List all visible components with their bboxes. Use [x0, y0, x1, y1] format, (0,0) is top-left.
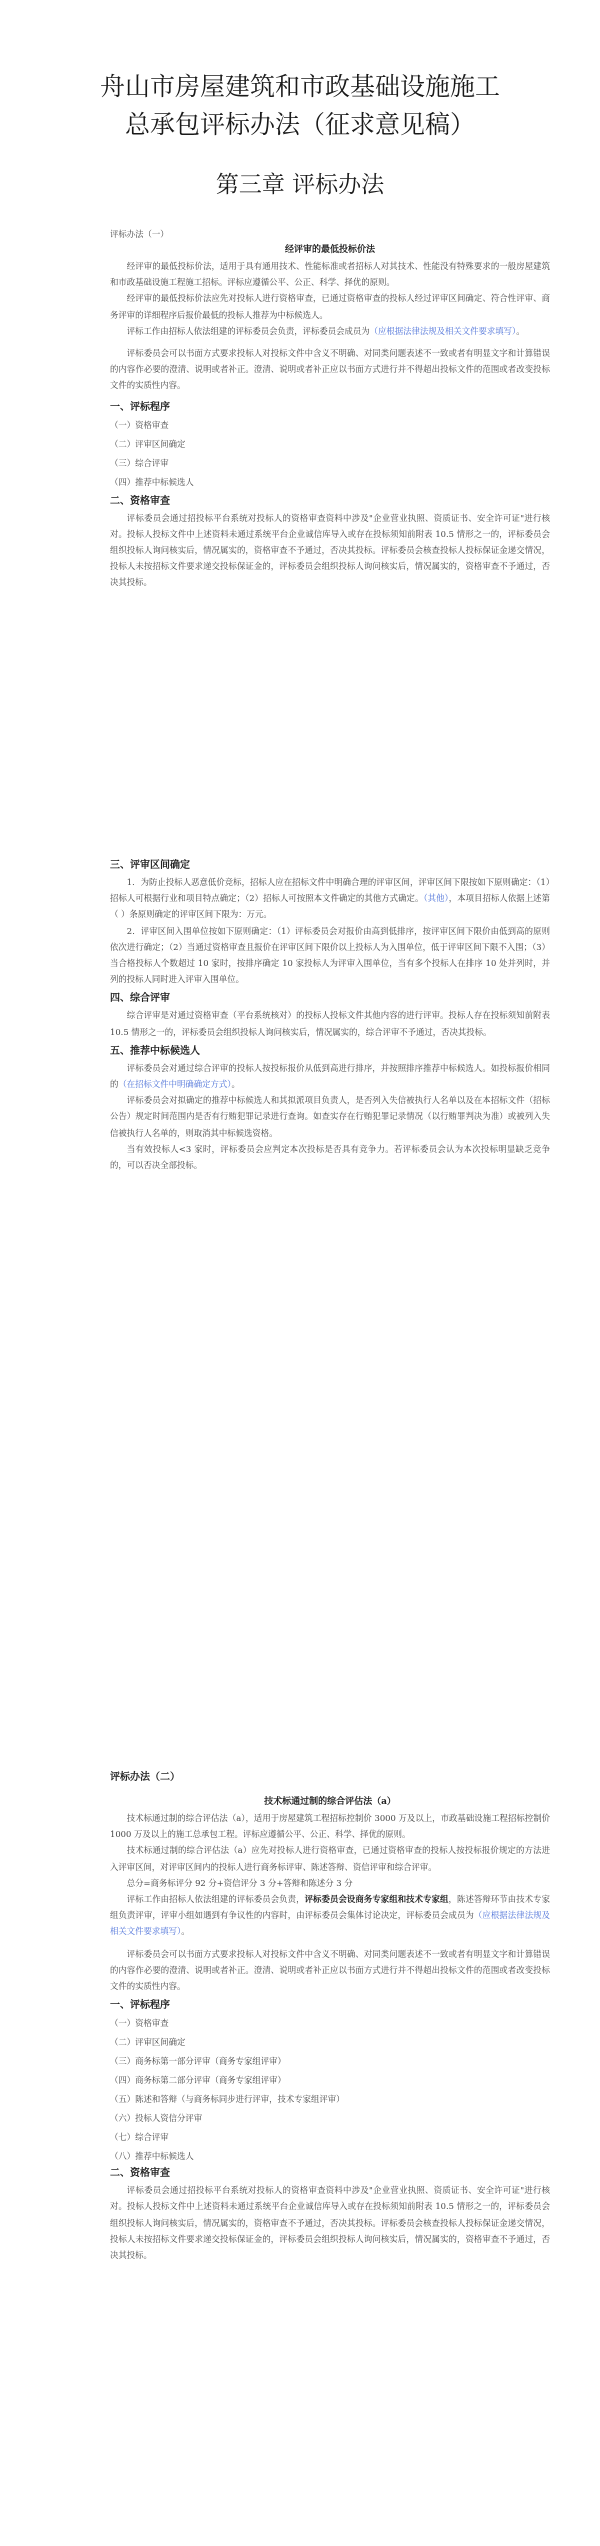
step-item: （七）综合评审 — [110, 2132, 169, 2143]
paragraph: 评标委员会通过招投标平台系统对投标人的资格审查资料中涉及"企业营业执照、资质证书、安全许可证"进行核对。投标人投标文件中上述资料未通过系统平台企业诚信库导入或存在投标须知前附表 10.5 情形之一的，评标委员会组织投标人询问核实后，情况属实的，资格审查不予通过，否决其投标。评标委员会核查投标人投标保证金递交情况，投标人未按招标文件要求递交投标保证金的，评标委员会组织投标人询问核实后，情况属实的，资格审查不予通过，否决其投标。 — [110, 512, 550, 588]
step-item: （八）推荐中标候选人 — [110, 2151, 194, 2162]
section-label: 评标办法（一） — [110, 229, 169, 239]
step-item: （六）投标人资信分评审 — [110, 2113, 203, 2124]
fill-in-note: （应根据法律法规及相关文件要求填写） — [110, 1910, 551, 1937]
fill-in-note: （应根据法律法规及相关文件要求填写） — [369, 325, 517, 336]
heading-range: 三、评审区间确定 — [110, 860, 190, 871]
paragraph: 综合评审是对通过资格审查（平台系统核对）的投标人投标文件其他内容的进行评审。投标人存在投标须知前附表 10.5 情形之一的，评标委员会组织投标人询问核实后，情况属实的，综合评审不予通过，否决其投标。 — [110, 1010, 550, 1037]
step-item: （二）评审区间确定 — [110, 438, 186, 449]
paragraph: 2．评审区间入围单位按如下原则确定：（1）评标委员会对报价由高到低排序，按评审区间下限价由低到高的原则依次进行确定；（2）当通过资格审查且报价在评审区间下限价以上投标人为入围单位，低于评审区间下限不入围；（3）当合格投标人个数超过 10 家时，按排序确定 10 家投标人为评审入围单位，当有多个投标人在排序 10 处并列时，并列的投标人同时进入评审入围单位。 — [110, 925, 550, 985]
document-title: 舟山市房屋建筑和市政基础设施施工总承包评标办法（征求意见稿） — [99, 72, 500, 139]
step-item: （二）评审区间确定 — [110, 2037, 186, 2048]
paragraph: 1．为防止投标人恶意低价竞标，招标人应在招标文件中明确合理的评审区间，评审区间下限按如下原则确定：（1）招标人可根据行业和项目特点确定；（2）招标人可按照本文件确定的其他方式确定。（其他），本项目招标人依据上述第（ ）条原则确定的评审区间下限为：万元。 — [110, 877, 550, 920]
step-item: （四）商务标第二部分评审（商务专家组评审） — [110, 2075, 286, 2086]
section-label: 评标办法（二） — [110, 1772, 180, 1783]
paragraph: 经评审的最低投标价法应先对投标人进行资格审查，已通过资格审查的投标人经过评审区间确定、符合性评审、商务评审的详细程序后报价最低的投标人推荐为中标候选人。 — [110, 293, 550, 320]
fill-in-note: （其他） — [423, 893, 449, 904]
paragraph: 技术标通过制的综合评估法（a）应先对投标人进行资格审查，已通过资格审查的投标人按投标报价规定的方法进入评审区间，对评审区间内的投标人进行商务标评审、陈述答辩、资信评审和综合评审。 — [110, 1845, 550, 1872]
heading-procedure: 一、评标程序 — [110, 401, 170, 413]
paragraph: 评标工作由招标人依法组建的评标委员会负责，评标委员会成员为（应根据法律法规及相关文件要求填写）。 — [126, 325, 525, 336]
heading-procedure: 一、评标程序 — [110, 2000, 170, 2012]
step-item: （五）陈述和答辩（与商务标同步进行评审，技术专家组评审） — [110, 2094, 345, 2105]
step-item: （四）推荐中标候选人 — [110, 476, 194, 487]
paragraph: 当有效投标人<3 家时，评标委员会应判定本次投标是否具有竞争力。若评标委员会认为本次投标明显缺乏竞争的，可以否决全部投标。 — [110, 1143, 550, 1171]
paragraph: 评标委员会通过招投标平台系统对投标人的资格审查资料中涉及"企业营业执照、资质证书、安全许可证"进行核对。投标人投标文件中上述资料未通过系统平台企业诚信库导入或存在投标须知前附表 10.5 情形之一的，评标委员会组织投标人询问核实后，情况属实的，资格审查不予通过，否决其投标。评标委员会核查投标人投标保证金递交情况，投标人未按招标文件要求递交投标保证金的，评标委员会组织投标人询问核实后，情况属实的，资格审查不予通过，否决其投标。 — [110, 2185, 550, 2261]
paragraph: 评标委员会可以书面方式要求投标人对投标文件中含义不明确、对同类问题表述不一致或者有明显文字和计算错误的内容作必要的澄清、说明或者补正。澄清、说明或者补正应以书面方式进行并不得超出投标文件的范围或者改变投标文件的实质性内容。 — [110, 348, 550, 391]
section-1-continued — [110, 858, 550, 1173]
paragraph: 评标委员会对通过综合评审的投标人按投标报价从低到高进行排序，并按照排序推荐中标候选人。如投标报价相同的（在招标文件中明确确定方式）。 — [110, 1062, 550, 1090]
paragraph: 评标委员会可以书面方式要求投标人对投标文件中含义不明确、对同类问题表述不一致或者有明显文字和计算错误的内容作必要的澄清、说明或者补正。澄清、说明或者补正应以书面方式进行并不得超出投标文件的范围或者改变投标文件的实质性内容。 — [110, 1948, 550, 1992]
step-item: （一）资格审查 — [110, 2018, 169, 2029]
step-item: （三）商务标第一部分评审（商务专家组评审） — [110, 2056, 286, 2067]
section-2 — [110, 1770, 550, 2263]
paragraph: 评标工作由招标人依法组建的评标委员会负责，评标委员会设商务专家组和技术专家组，陈述答辩环节由技术专家组负责评审，评审小组如遇到有争议性的内容时，由评标委员会集体讨论决定，评标委员会成员为（应根据法律法规及相关文件要求填写）。 — [110, 1894, 551, 1937]
heading-recommend: 五、推荐中标候选人 — [110, 1045, 200, 1057]
heading-qualification: 二、资格审查 — [110, 495, 170, 507]
score-formula: 总分=商务标评分 92 分+资信评分 3 分+答辩和陈述分 3 分 — [126, 1877, 353, 1888]
paragraph: 技术标通过制的综合评估法（a），适用于房屋建筑工程招标控制价 3000 万及以上，市政基础设施工程招标控制价 1000 万及以上的施工总承包工程。评标应遵循公平、公正、科学、择优的原则。 — [110, 1813, 550, 1840]
heading-review: 四、综合评审 — [110, 993, 170, 1005]
step-item: （一）资格审查 — [110, 419, 169, 430]
step-item: （三）综合评审 — [110, 457, 169, 468]
paragraph: 经评审的最低投标价法，适用于具有通用技术、性能标准或者招标人对其技术、性能没有特殊要求的一般房屋建筑和市政基础设施工程施工招标。评标应遵循公平、公正、科学、择优的原则。 — [110, 261, 550, 288]
chapter-heading: 第三章 评标办法 — [215, 172, 385, 198]
section-1 — [110, 226, 550, 591]
section-heading: 技术标通过制的综合评估法（a） — [264, 1797, 396, 1807]
paragraph: 评标委员会对拟确定的推荐中标候选人和其拟派项目负责人，是否列入失信被执行人名单以及在本招标文件（招标公告）规定时间范围内是否有行贿犯罪记录进行查询。如查实存在行贿犯罪记录情况（以行贿罪判决为准）或被列入失信被执行人名单的，则取消其中标候选资格。 — [110, 1095, 550, 1138]
heading-qualification: 二、资格审查 — [110, 2168, 170, 2180]
fill-in-note: （在招标文件中明确确定方式） — [118, 1079, 232, 1090]
section-heading: 经评审的最低投标价法 — [284, 245, 375, 255]
